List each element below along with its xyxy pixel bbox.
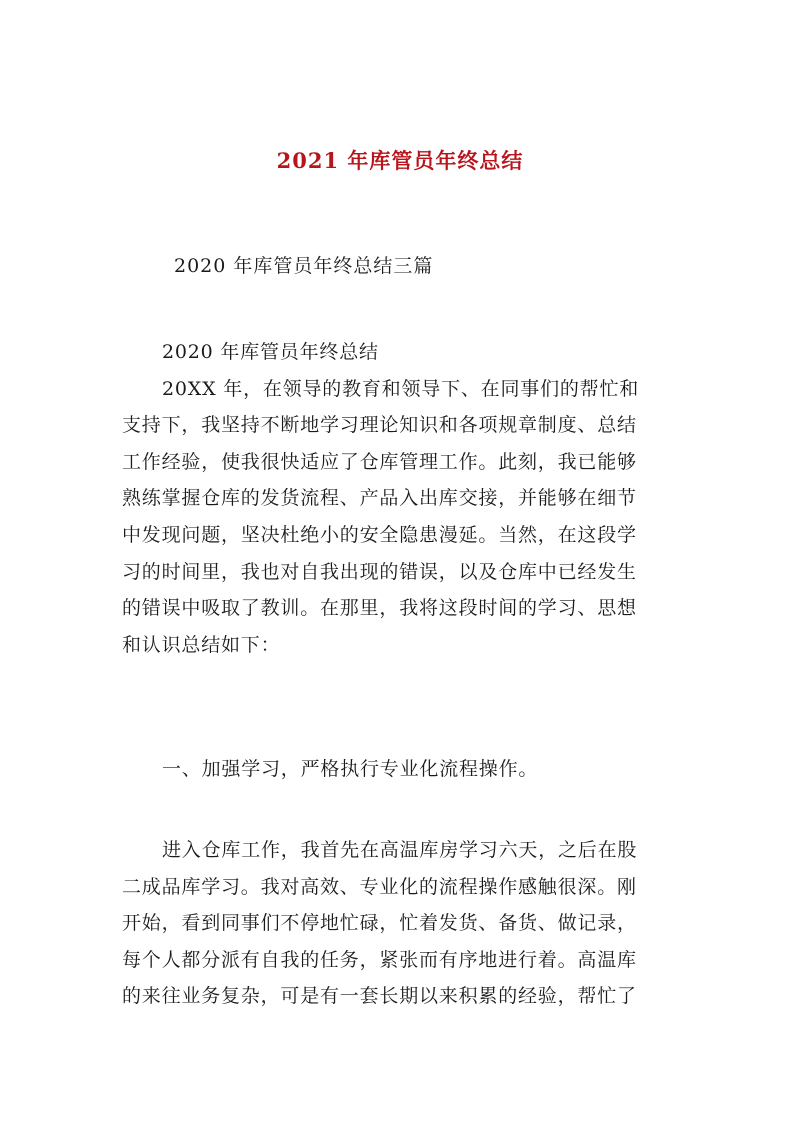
document-subtitle: 2020 年库管员年终总结三篇 (174, 255, 434, 277)
paragraph-line: 中发现问题，坚决杜绝小的安全隐患漫延。当然，在这段学 (122, 523, 637, 546)
paragraph-line: 二成品库学习。我对高效、专业化的流程操作感触很深。刚 (122, 875, 637, 898)
paragraph-line: 的错误中吸取了教训。在那里，我将这段时间的学习、思想 (122, 597, 637, 620)
paragraph-block-2 (122, 751, 682, 788)
paragraph-block-3 (122, 832, 682, 1015)
point-heading: 一、加强学习，严格执行专业化流程操作。 (162, 758, 539, 780)
paragraph-line: 熟练掌握仓库的发货流程、产品入出库交接，并能够在细节 (122, 487, 637, 510)
paragraph-line: 工作经验，使我很快适应了仓库管理工作。此刻，我已能够 (122, 450, 637, 473)
document-title: 2021 年库管员年终总结 (276, 148, 524, 173)
paragraph-line: 20XX 年，在领导的教育和领导下、在同事们的帮忙和 (162, 377, 640, 400)
paragraph-block-1 (122, 334, 682, 663)
paragraph-line: 每个人都分派有自我的任务，紧张而有序地进行着。高温库 (122, 948, 637, 971)
paragraph-line: 的来往业务复杂，可是有一套长期以来积累的经验，帮忙了 (122, 985, 637, 1008)
paragraph-line: 和认识总结如下： (122, 633, 281, 656)
paragraph-line: 进入仓库工作，我首先在高温库房学习六天，之后在股 (162, 839, 638, 861)
paragraph-line: 习的时间里，我也对自我出现的错误，以及仓库中已经发生 (122, 560, 637, 583)
paragraph-line: 支持下，我坚持不断地学习理论知识和各项规章制度、总结 (122, 414, 637, 437)
paragraph-line: 开始，看到同事们不停地忙碌，忙着发货、备货、做记录， (122, 912, 637, 935)
section-heading: 2020 年库管员年终总结 (162, 341, 379, 363)
